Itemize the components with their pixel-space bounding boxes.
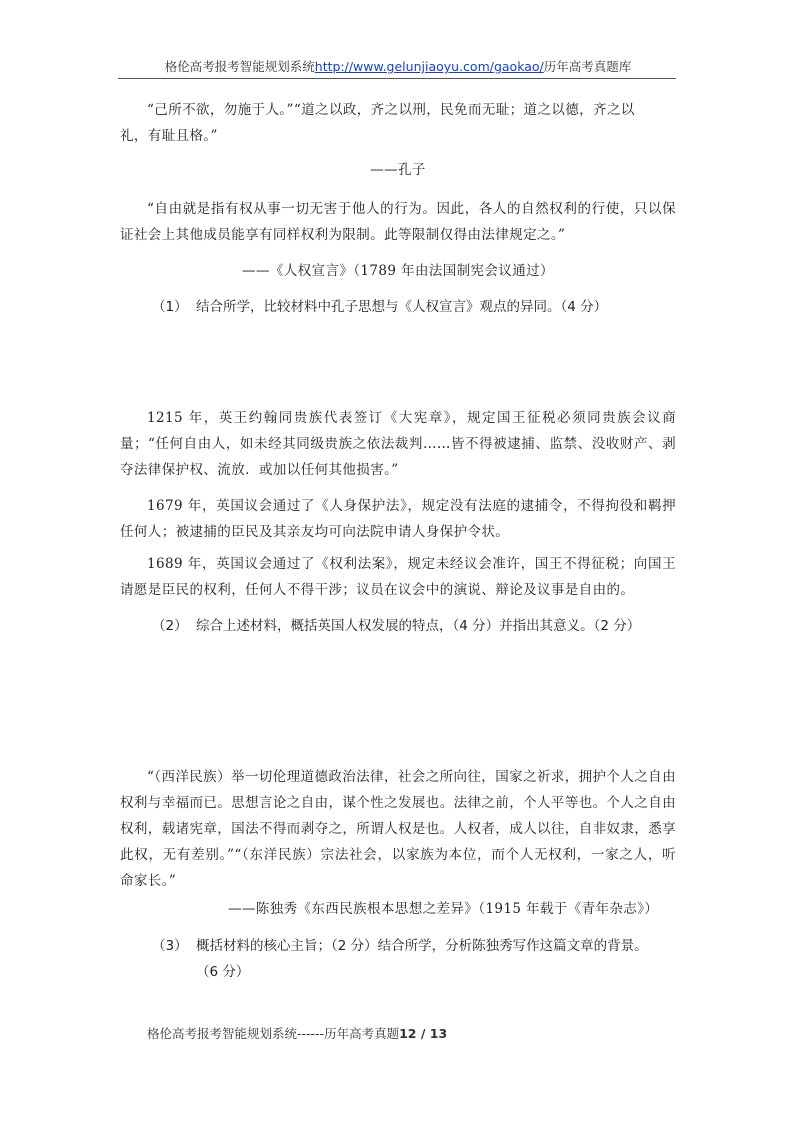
- header-link[interactable]: http://www.gelunjiaoyu.com/gaokao/: [314, 59, 544, 74]
- question-1-number: （1）: [152, 299, 188, 315]
- magna-carta-paragraph: 1215 年，英王约翰同贵族代表签订《大宪章》，规定国王征税必须同贵族会议商量；“任何自由人，如未经其同级贵族之依法裁判……皆不得被逮捕、监禁、没收财产、剥夺法律保护权、流放．或加以任何其他损害。”: [120, 410, 676, 478]
- question-2: [152, 613, 676, 639]
- question-1-text: 结合所学，比较材料中孔子思想与《人权宣言》观点的异同。（4 分）: [196, 299, 608, 315]
- question-3: [152, 933, 676, 959]
- chen-duxiu-quote: “（西洋民族）举一切伦理道德政治法律，社会之所向往，国家之祈求，拥护个人之自由权利与幸福而已。思想言论之自由，谋个性之发展也。法律之前，个人平等也。个人之自由权利，载诸宪章，国法不得而剥夺之，所谓人权是也。人权者，成人以往，自非奴隶，悉享此权，无有差别。”“（东洋民族）宗法社会，以家族为本位，而个人无权利，一家之人，听命家长。”: [120, 769, 676, 889]
- page-number: 12 / 13: [399, 1026, 448, 1041]
- header-title: 格伦高考报考智能规划系统: [164, 59, 315, 74]
- confucius-quote-line2: 礼，有耻且格。”: [120, 128, 218, 144]
- question-3-text-line2: （6 分）: [196, 964, 250, 980]
- declaration-quote: “自由就是指有权从事一切无害于他人的行为。因此，各人的自然权利的行使，只以保证社会上其他成员能享有同样权利为限制。此等限制仅得由法律规定之。”: [120, 201, 676, 243]
- question-2-text: 综合上述材料，概括英国人权发展的特点，（4 分）并指出其意义。（2 分）: [196, 618, 641, 634]
- confucius-quote-line1: “己所不欲，勿施于人。”“道之以政，齐之以刑，民免而无耻；道之以德，齐之以: [147, 102, 635, 118]
- question-2-number: （2）: [152, 618, 188, 634]
- page-header: [120, 57, 676, 75]
- question-3-number: （3）: [152, 938, 188, 954]
- question-3-text-line1: 概括材料的核心主旨；（2 分）结合所学，分析陈独秀写作这篇文章的背景。: [196, 938, 648, 954]
- declaration-source: ——《人权宣言》（1789 年由法国制宪会议通过）: [242, 263, 554, 279]
- header-suffix: 历年高考真题库: [543, 59, 632, 74]
- confucius-source: ——孔子: [370, 162, 426, 178]
- bill-of-rights-paragraph: 1689 年，英国议会通过了《权利法案》，规定未经议会准许，国王不得征税；向国王请愿是臣民的权利，任何人不得干涉；议员在议会中的演说、辩论及议事是自由的。: [120, 556, 676, 598]
- habeas-corpus-paragraph: 1679 年，英国议会通过了《人身保护法》，规定没有法庭的逮捕令，不得拘役和羁押任何人；被逮捕的臣民及其亲友均可向法院申请人身保护令状。: [120, 498, 676, 540]
- question-1: [152, 294, 676, 320]
- page-footer: [147, 1024, 447, 1042]
- footer-label: 格伦高考报考智能规划系统------历年高考真题: [147, 1026, 400, 1041]
- chen-duxiu-source: ——陈独秀《东西民族根本思想之差异》（1915 年载于《青年杂志》）: [228, 901, 659, 917]
- header-divider: [118, 78, 676, 79]
